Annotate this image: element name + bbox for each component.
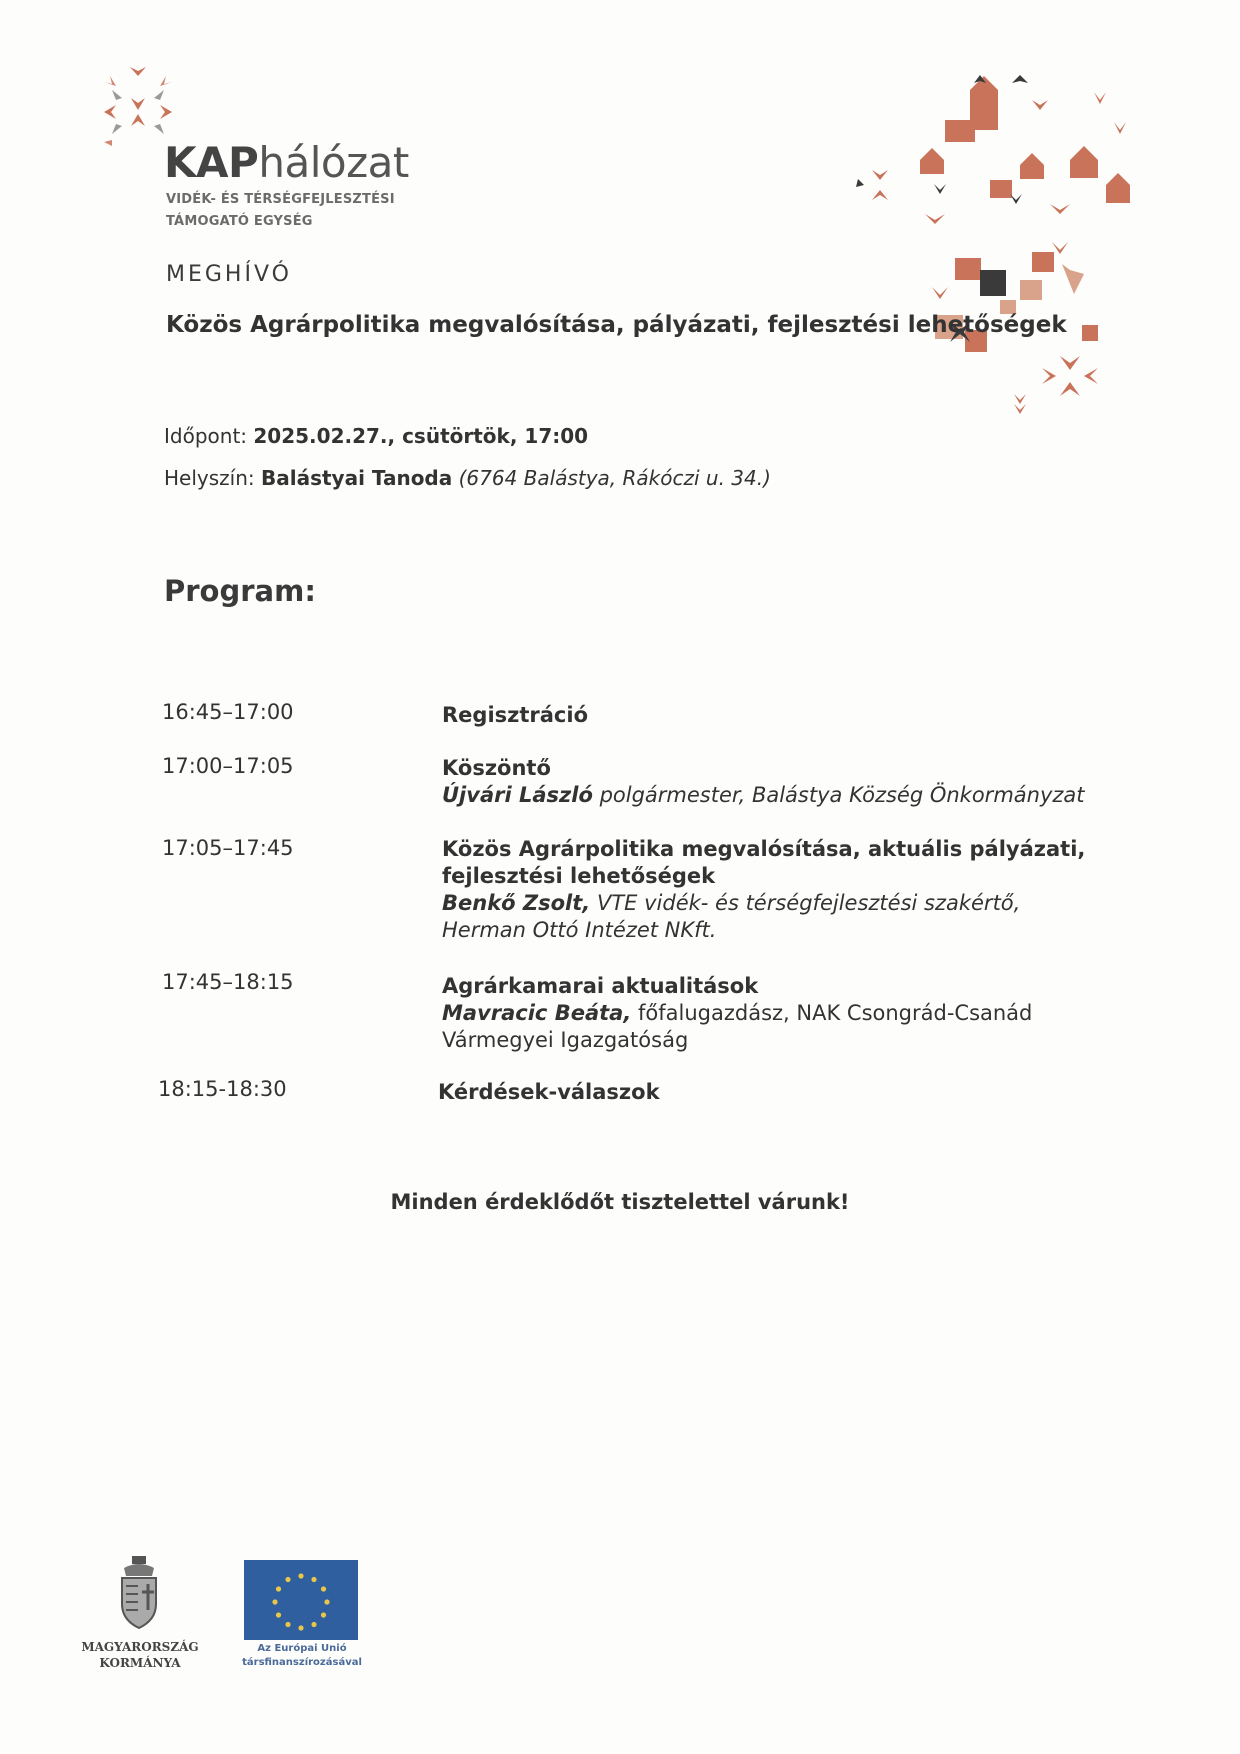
agenda-item [442,836,1162,944]
agenda-speaker-role: Vármegyei Igazgatóság [442,1028,689,1052]
place-name: Balástyai Tanoda [260,466,453,490]
agenda-title: Köszöntő [442,756,551,780]
invitation-label: MEGHÍVÓ [166,262,292,287]
gov-label: KORMÁNYA [99,1656,181,1670]
agenda-speaker: Mavracic Beáta, főfalugazdász, NAK Csongrád-Csanád [442,1001,1033,1025]
agenda-item [442,702,1162,729]
event-place [164,466,771,490]
agenda-title: Regisztráció [442,703,589,727]
time-value: 2025.02.27., csütörtök, 17:00 [253,424,589,448]
agenda-time: 17:00–17:05 [162,754,294,778]
program-heading: Program: [164,574,316,608]
agenda-speaker: Benkő Zsolt, VTE vidék- és térségfejlesztési szakértő, [442,891,1021,915]
agenda-title: Közös Agrárpolitika megvalósítása, aktuális pályázati, [442,837,1086,861]
place-label: Helyszín: [164,466,255,490]
agenda-item [442,755,1162,809]
logo-subtitle-line1: VIDÉK- ÉS TÉRSÉGFEJLESZTÉSI [166,192,395,207]
event-time [164,424,588,448]
agenda-title: Agrárkamarai aktualitások [442,974,759,998]
place-address: (6764 Balástya, Rákóczi u. 34.) [458,466,771,490]
agenda-speaker: Újvári László polgármester, Balástya Község Önkormányzat [442,783,1085,807]
agenda-time: 18:15-18:30 [158,1077,287,1101]
time-label: Időpont: [164,424,248,448]
agenda-time: 16:45–17:00 [162,700,294,724]
agenda-item [442,973,1162,1054]
gov-label: MAGYARORSZÁG [81,1640,199,1654]
agenda-speaker-role: Herman Ottó Intézet NKft. [442,918,717,942]
decorative-pattern [820,70,1240,490]
eu-label: társfinanszírozásával [242,1657,362,1668]
closing-text: Minden érdeklődőt tisztelettel várunk! [390,1190,850,1214]
agenda-title: fejlesztési lehetőségek [442,864,716,888]
eu-flag-icon [244,1560,358,1640]
eu-label: Az Európai Unió [257,1643,347,1654]
logo-subtitle-line2: TÁMOGATÓ EGYSÉG [166,214,313,229]
agenda-item [438,1079,1158,1106]
agenda-time: 17:05–17:45 [162,836,294,860]
page-title: Közös Agrárpolitika megvalósítása, pályázati, fejlesztési lehetőségek [166,312,1067,338]
hungary-coat-of-arms-icon [114,1554,164,1632]
agenda-time: 17:45–18:15 [162,970,294,994]
agenda-title: Kérdések-válaszok [438,1080,660,1104]
logo-wordmark: KAPhálózat [164,138,409,187]
